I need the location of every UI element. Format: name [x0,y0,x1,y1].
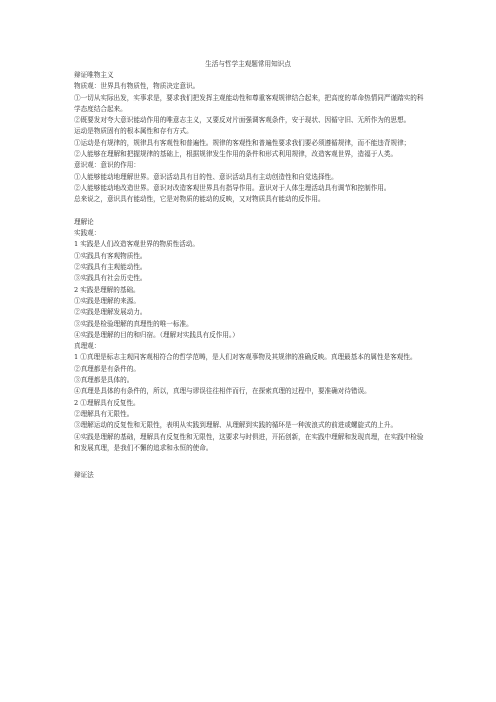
paragraph: 实践观： [74,229,101,238]
paragraph: ①实践具有客观物质性。 [74,251,147,260]
paragraph: ③真理都是具体的。 [74,376,134,385]
section-heading: 辩证唯物主义 [74,71,114,79]
paragraph: ①一切从实际出发，实事求是，要求我们把发挥主观能动性和尊重客观规律结合起来，把高度的革命热情同严谨踏实的科学态度结合起来。 [74,93,424,113]
paragraph: 2 实践是理解的基础。 [74,285,140,294]
paragraph: ③实践是检验理解的真理性的唯一标准。 [74,319,193,328]
paragraph: 运动是物质固有的根本属性和存有方式。 [74,127,193,136]
spacer [74,206,426,217]
spacer [74,454,426,470]
paragraph: ②实践具有主观能动性。 [74,263,147,272]
paragraph: ②理解具有无限性。 [74,409,134,418]
document-body [74,70,426,481]
paragraph: ②既要发对夸大意识能动作用的唯意志主义，又要反对片面强调客观条件，安于现状、因循守旧、无所作为的思想。 [74,116,411,125]
paragraph: 真理观： [74,342,101,351]
section-heading: 辩证法 [74,471,94,480]
paragraph: 总来说之，意识具有能动性，它是对物质的能动的反映，又对物质具有能动的反作用。 [74,195,325,204]
paragraph: 物质观：世界具有物质性，物质决定意识。 [74,82,200,91]
paragraph: 意识观：意识的作用： [74,161,140,170]
paragraph: ①实践是理解的来源。 [74,296,140,305]
paragraph: ②人能够能动地改造世界。意识对改造客观世界具有指导作用。意识对于人体生理活动具有调节和控制作用。 [74,183,391,192]
paragraph: ②真理都是有条件的。 [74,364,140,373]
paragraph: ②人能够在理解和把握规律的基础上，根据规律发生作用的条件和形式利用规律，改造客观世界，造福于人类。 [74,150,398,159]
section-heading: 理解论 [74,217,94,226]
paragraph: ①人能够能动地理解世界。意识活动具有目的性、意识活动具有主动创造性和自觉选择性。 [74,172,338,181]
paragraph: ①运动是有规律的，规律具有客观性和普遍性。规律的客观性和普遍性要求我们要必须遵循规律，而不能违背规律； [74,138,411,147]
paragraph: 2 ①理解具有反复性。 [74,398,140,407]
paragraph: 1 实践是人们改造客观世界的物质性活动。 [74,240,199,249]
paragraph: ③实践具有社会历史性。 [74,274,147,283]
paragraph: ④真理是具体的有条件的，所以，真理与谬误往往相伴而行，在探索真理的过程中，要准确对待错误。 [74,387,371,396]
paragraph: ④实践是理解的基础，理解具有反复性和无限性，这要求与时俱进，开拓创新，在实践中理解和发现真理，在实践中检验和发展真理，是我们不懈的追求和永恒的使命。 [74,432,424,452]
paragraph: ③理解运动的反复性和无限性，表明从实践到理解、从理解到实践的循环是一种波浪式的前进或螺旋式的上升。 [74,421,398,430]
document-title: 生活与哲学主观题常用知识点 [205,60,291,68]
paragraph: ④实践是理解的目的和归宿。（理解对实践具有反作用。） [74,330,239,339]
paragraph: 1 ①真理是标志主观同客观相符合的哲学范畴，是人们对客观事物及其规律的准确反映。真理最基本的属性是客观性。 [74,353,417,362]
paragraph: ②实践是理解发展动力。 [74,308,147,317]
